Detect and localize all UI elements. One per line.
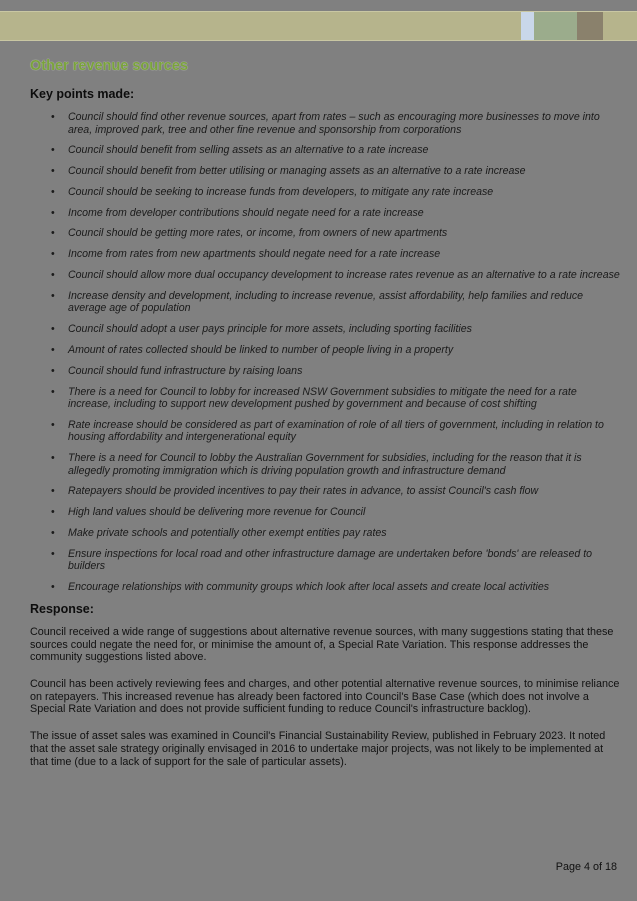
list-item — [30, 207, 620, 220]
list-item — [30, 419, 620, 444]
key-point-text: Increase density and development, including to increase revenue, assist affordability, help families and reduce average age of population — [68, 289, 584, 315]
bullet-icon: • — [51, 185, 55, 198]
list-item — [30, 506, 620, 519]
key-point-text: Council should be seeking to increase funds from developers, to mitigate any rate increase — [68, 185, 494, 198]
key-point-text: There is a need for Council to lobby for increased NSW Government subsidies to mitigate the need for a rate increase, including to support new development pushed by government and because of cost shifting — [68, 385, 577, 411]
key-point-text: Council should allow more dual occupancy development to increase rates revenue as an alternative to a rate increase — [68, 269, 620, 282]
bullet-icon: • — [51, 323, 55, 336]
key-point-text: Amount of rates collected should be linked to number of people living in a property — [68, 343, 454, 356]
header-accent-brown — [577, 12, 603, 40]
key-point-text: Council should benefit from better utilising or managing assets as an alternative to a rate increase — [68, 165, 526, 178]
list-item — [30, 581, 620, 594]
response-paragraph: Council received a wide range of suggestions about alternative revenue sources, with many suggestions stating that these sources could negate the need for, or minimise the amount of, a Special Rate Variation. This response addresses the community suggestions listed above. — [30, 625, 614, 664]
bullet-icon: • — [51, 227, 55, 240]
list-item — [30, 111, 620, 136]
list-item — [30, 290, 620, 315]
bullet-icon: • — [51, 165, 55, 178]
header-accent-green — [534, 12, 577, 40]
page-content — [30, 58, 620, 782]
key-point-text: Make private schools and potentially other exempt entities pay rates — [68, 527, 387, 540]
list-item — [30, 485, 620, 498]
list-item — [30, 248, 620, 261]
section-title: Other revenue sources — [30, 58, 188, 74]
response-heading: Response: — [30, 601, 94, 616]
bullet-icon: • — [51, 547, 55, 560]
bullet-icon: • — [51, 418, 55, 431]
list-item — [30, 365, 620, 378]
list-item — [30, 527, 620, 540]
list-item — [30, 386, 620, 411]
bullet-icon: • — [51, 144, 55, 157]
list-item — [30, 323, 620, 336]
key-points-heading: Key points made: — [30, 87, 135, 101]
key-point-text: Ensure inspections for local road and other infrastructure damage are undertaken before 'bonds' are released to builders — [68, 547, 593, 573]
key-point-text: Income from developer contributions should negate need for a rate increase — [68, 206, 424, 219]
key-point-text: Council should be getting more rates, or income, from owners of new apartments — [68, 227, 448, 240]
bullet-icon: • — [51, 385, 55, 398]
bullet-icon: • — [51, 111, 55, 123]
bullet-icon: • — [51, 289, 55, 302]
key-points-list — [30, 111, 620, 594]
list-item — [30, 227, 620, 240]
list-item — [30, 186, 620, 199]
bullet-icon: • — [51, 485, 55, 498]
bullet-icon: • — [51, 364, 55, 377]
key-point-text: High land values should be delivering more revenue for Council — [68, 506, 366, 519]
key-point-text: There is a need for Council to lobby the Australian Government for subsidies, including for the reason that it is allegedly promoting immigration which is driving population growth and infrastructure demand — [68, 452, 582, 477]
bullet-icon: • — [51, 248, 55, 261]
bullet-icon: • — [51, 343, 55, 356]
key-point-text: Encourage relationships with community groups which look after local assets and create local activities — [68, 581, 550, 594]
key-point-text: Council should find other revenue sources, apart from rates – such as encouraging more businesses to move into area, improved park, tree and other fine revenue and sponsorship from corporations — [68, 111, 600, 136]
bullet-icon: • — [51, 206, 55, 219]
list-item — [30, 548, 620, 573]
page-number: Page 4 of 18 — [555, 861, 617, 873]
key-point-text: Council should adopt a user pays principle for more assets, including sporting facilities — [68, 323, 472, 336]
key-point-text: Council should fund infrastructure by raising loans — [68, 364, 303, 377]
list-item — [30, 344, 620, 357]
list-item — [30, 165, 620, 178]
bullet-icon: • — [51, 581, 55, 594]
key-point-text: Rate increase should be considered as part of examination of role of all tiers of government, including in relation to housing affordability and intergenerational equity — [68, 418, 604, 444]
header-accent-blue — [521, 12, 534, 40]
list-item — [30, 269, 620, 282]
bullet-icon: • — [51, 269, 55, 282]
list-item — [30, 144, 620, 157]
key-point-text: Income from rates from new apartments should negate need for a rate increase — [68, 248, 441, 261]
response-paragraph: The issue of asset sales was examined in Council's Financial Sustainability Review, published in February 2023. It noted that the asset sale strategy originally envisaged in 2016 to undertake major projects, was not likely to be implemented at that time (due to a lack of support for the sale of particular assets). — [30, 730, 606, 768]
key-point-text: Ratepayers should be provided incentives to pay their rates in advance, to assist Council's cash flow — [68, 485, 539, 498]
bullet-icon: • — [51, 452, 55, 465]
response-paragraph: Council has been actively reviewing fees and charges, and other potential alternative revenue sources, to minimise reliance on ratepayers. This increased revenue has already been factored into Council's Base Case (which does not involve a Special Rate Variation and does not provide sufficient funding to reduce Council's infrastructure backlog). — [30, 678, 620, 716]
header-band — [0, 11, 637, 41]
key-point-text: Council should benefit from selling assets as an alternative to a rate increase — [68, 144, 429, 157]
list-item — [30, 452, 620, 477]
bullet-icon: • — [51, 506, 55, 519]
bullet-icon: • — [51, 527, 55, 540]
